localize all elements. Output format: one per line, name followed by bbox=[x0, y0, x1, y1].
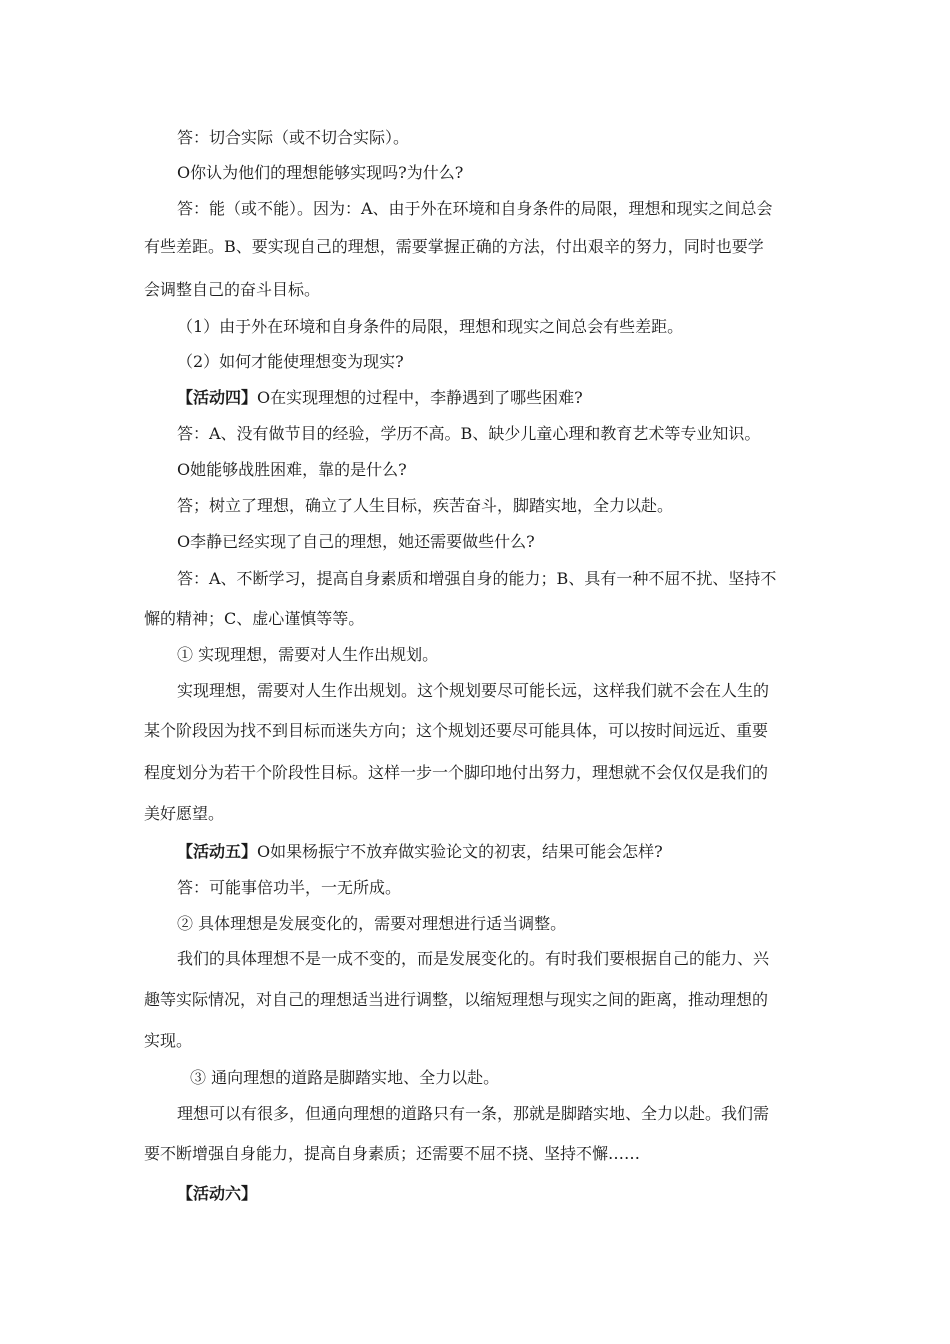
activity-five-heading: 【活动五】 bbox=[177, 842, 258, 861]
answer-line: 答：切合实际（或不切合实际）。 bbox=[177, 128, 410, 147]
point-line: （2）如何才能使理想变为现实? bbox=[177, 352, 404, 371]
answer-line: 答：A、不断学习，提高自身素质和增强自身的能力；B、具有一种不屈不扰、坚持不 bbox=[177, 569, 777, 588]
body-line: 美好愿望。 bbox=[144, 804, 225, 823]
body-line: 趣等实际情况，对自己的理想适当进行调整，以缩短理想与现实之间的距离，推动理想的 bbox=[144, 990, 769, 1009]
answer-line: 答：可能事倍功半，一无所成。 bbox=[177, 878, 402, 897]
point-line: （1）由于外在环境和自身条件的局限，理想和现实之间总会有些差距。 bbox=[177, 317, 684, 336]
body-line: 理想可以有很多，但通向理想的道路只有一条，那就是脚踏实地、全力以赴。我们需 bbox=[177, 1104, 770, 1123]
activity-six-heading: 【活动六】 bbox=[177, 1184, 258, 1203]
section-heading: ① 实现理想，需要对人生作出规划。 bbox=[177, 645, 439, 664]
body-line: 程度划分为若干个阶段性目标。这样一步一个脚印地付出努力，理想就不会仅仅是我们的 bbox=[144, 763, 769, 782]
activity-four-heading: 【活动四】 bbox=[177, 388, 258, 407]
body-line: 实现。 bbox=[144, 1031, 193, 1050]
answer-line: 会调整自己的奋斗目标。 bbox=[144, 280, 321, 299]
section-heading: ③ 通向理想的道路是脚踏实地、全力以赴。 bbox=[190, 1068, 500, 1087]
answer-line: 答：能（或不能）。因为：A、由于外在环境和自身条件的局限，理想和现实之间总会 bbox=[177, 199, 773, 218]
question-line: O你认为他们的理想能够实现吗?为什么? bbox=[177, 163, 464, 182]
body-line: 要不断增强自身能力，提高自身素质；还需要不屈不挠、坚持不懈…… bbox=[144, 1144, 641, 1163]
activity-five-line bbox=[177, 842, 663, 862]
section-heading: ② 具体理想是发展变化的，需要对理想进行适当调整。 bbox=[177, 914, 567, 933]
answer-line: 有些差距。B、要实现自己的理想，需要掌握正确的方法，付出艰辛的努力，同时也要学 bbox=[144, 237, 764, 256]
question-line: O她能够战胜困难，靠的是什么? bbox=[177, 460, 407, 479]
body-line: 我们的具体理想不是一成不变的，而是发展变化的。有时我们要根据自己的能力、兴 bbox=[177, 949, 770, 968]
body-line: 实现理想，需要对人生作出规划。这个规划要尽可能长远，这样我们就不会在人生的 bbox=[177, 681, 770, 700]
question-text: O如果杨振宁不放弃做实验论文的初衷，结果可能会怎样? bbox=[257, 842, 663, 861]
activity-four-line bbox=[177, 388, 583, 408]
body-line: 某个阶段因为找不到目标而迷失方向；这个规划还要尽可能具体，可以按时间远近、重要 bbox=[144, 721, 769, 740]
answer-line: 答：A、没有做节目的经验，学历不高。B、缺少儿童心理和教育艺术等专业知识。 bbox=[177, 424, 761, 443]
question-text: O在实现理想的过程中，李静遇到了哪些困难? bbox=[257, 388, 583, 407]
answer-line: 懈的精神；C、虚心谨慎等等。 bbox=[144, 609, 365, 628]
question-line: O李静已经实现了自己的理想，她还需要做些什么? bbox=[177, 532, 535, 551]
answer-line: 答；树立了理想，确立了人生目标，疾苦奋斗，脚踏实地，全力以赴。 bbox=[177, 496, 674, 515]
